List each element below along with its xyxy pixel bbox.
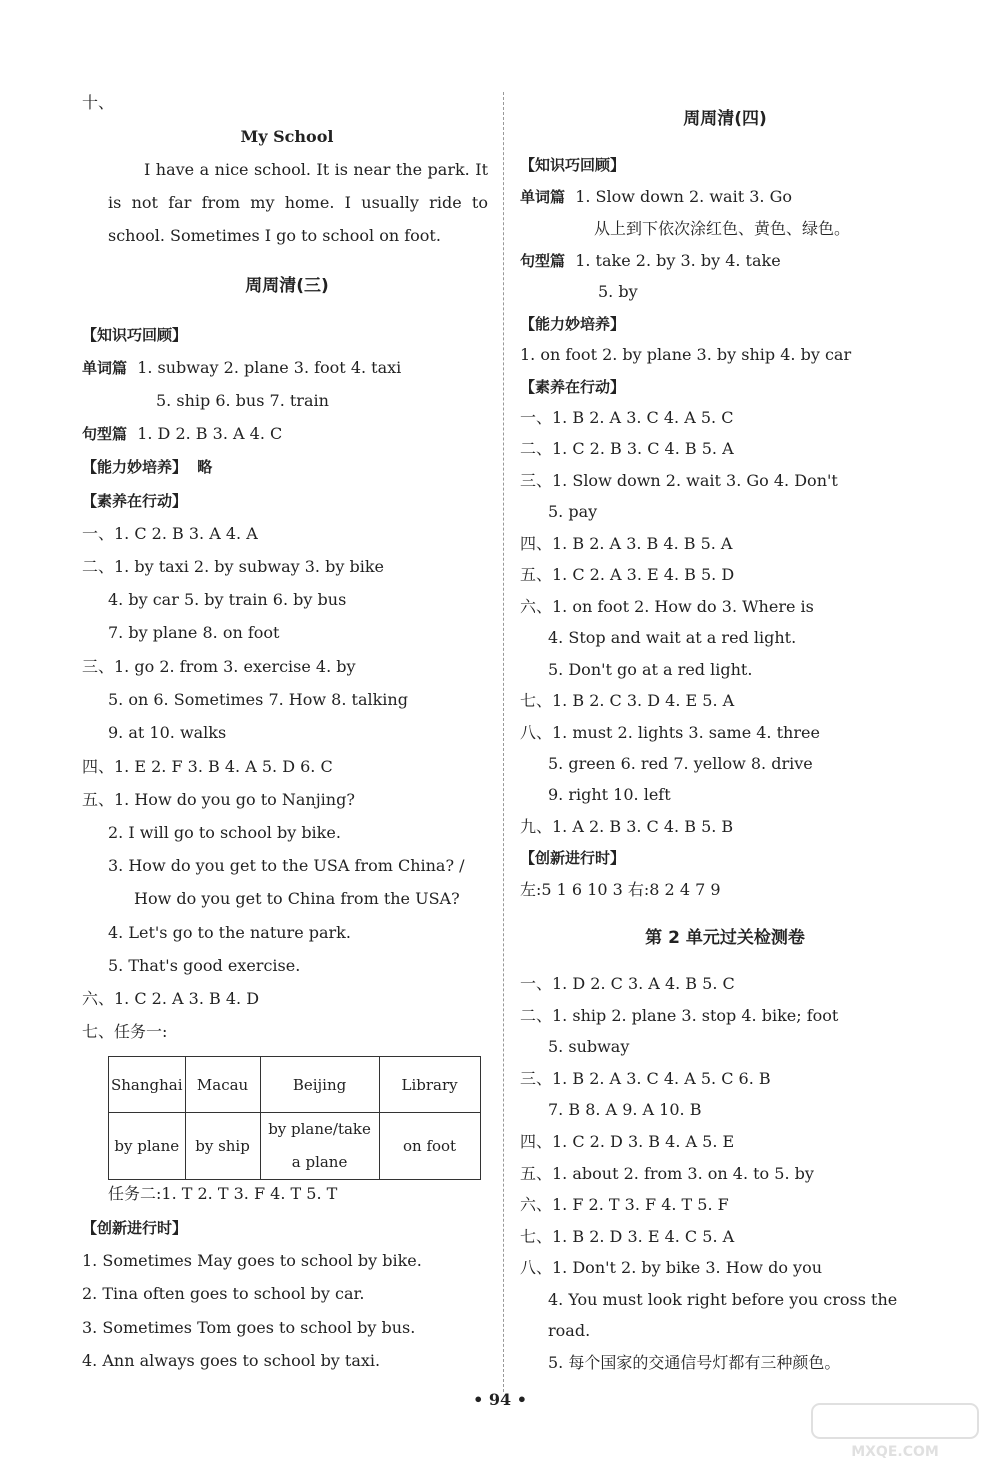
answer-line: 七、任务一:: [82, 1022, 168, 1041]
week4-knowledge-header: 【知识巧回顾】: [520, 156, 626, 174]
answer-line: 六、1. on foot 2. How do 3. Where is: [520, 597, 814, 616]
watermark-logo-graphic: [810, 1400, 980, 1460]
vocab-answers: 1. Slow down 2. wait 3. Go: [575, 187, 792, 206]
table-cell: by ship: [185, 1113, 260, 1180]
week4-vocab-line1: [520, 186, 792, 208]
unit2-title: 第 2 单元过关检测卷: [645, 928, 805, 948]
table-header-row: [109, 1057, 481, 1113]
task2-line: 任务二:1. T 2. T 3. F 4. T 5. T: [108, 1184, 338, 1203]
answer-line: 一、1. C 2. B 3. A 4. A: [82, 524, 258, 543]
table-header-cell: Beijing: [260, 1057, 379, 1113]
answer-line: 5. That's good exercise.: [108, 956, 301, 975]
answer-line: 八、1. must 2. lights 3. same 4. three: [520, 723, 820, 742]
task1-table: [108, 1056, 481, 1180]
answer-line: 5. green 6. red 7. yellow 8. drive: [548, 754, 813, 773]
week3-vocab-line2: 5. ship 6. bus 7. train: [156, 391, 329, 410]
table-cell: by plane/take a plane: [260, 1113, 379, 1180]
answer-line: 3. How do you get to the USA from China? /: [108, 856, 465, 875]
column-divider: [503, 92, 504, 1392]
answer-line: 九、1. A 2. B 3. C 4. B 5. B: [520, 817, 734, 836]
answer-line: 三、1. Slow down 2. wait 3. Go 4. Don't: [520, 471, 838, 490]
answer-line: 1. Sometimes May goes to school by bike.: [82, 1251, 422, 1270]
essay-text: I have a nice school. It is near the park. It is not far from my home. I usually ride to school. Sometimes I go to school on foot.: [108, 160, 488, 245]
answer-line: 五、1. about 2. from 3. on 4. to 5. by: [520, 1164, 814, 1183]
answer-line: 2. I will go to school by bike.: [108, 823, 341, 842]
week4-sentence-line2: 5. by: [598, 282, 638, 301]
table-header-cell: Shanghai: [109, 1057, 186, 1113]
week4-action-header: 【素养在行动】: [520, 378, 626, 396]
answer-line: 八、1. Don't 2. by bike 3. How do you: [520, 1258, 823, 1277]
week4-innovation-header: 【创新进行时】: [520, 849, 626, 867]
table-header-cell: Macau: [185, 1057, 260, 1113]
answer-line: 五、1. How do you go to Nanjing?: [82, 790, 355, 809]
answer-line: 9. right 10. left: [548, 785, 671, 804]
answer-line: 一、1. D 2. C 3. A 4. B 5. C: [520, 974, 735, 993]
ability-header: 【能力妙培养】: [82, 458, 188, 476]
week3-vocab-line1: [82, 357, 401, 379]
answer-line: 七、1. B 2. D 3. E 4. C 5. A: [520, 1227, 735, 1246]
section-ten-label: 十、: [82, 93, 115, 112]
answer-line: 二、1. C 2. B 3. C 4. B 5. A: [520, 439, 734, 458]
week3-sentence-line: [82, 423, 282, 445]
watermark-logo: [810, 1400, 980, 1460]
answer-line: 二、1. ship 2. plane 3. stop 4. bike; foot: [520, 1006, 839, 1025]
week4-vocab-line2: 从上到下依次涂红色、黄色、绿色。: [594, 219, 851, 238]
answer-line: 7. B 8. A 9. A 10. B: [548, 1100, 702, 1119]
answer-line: 5. on 6. Sometimes 7. How 8. talking: [108, 690, 408, 709]
sentence-answers: 1. D 2. B 3. A 4. C: [137, 424, 283, 443]
answer-line: 四、1. E 2. F 3. B 4. A 5. D 6. C: [82, 757, 333, 776]
answer-line: 9. at 10. walks: [108, 723, 227, 742]
vocab-answers: 1. subway 2. plane 3. foot 4. taxi: [137, 358, 402, 377]
week3-innovation-header: 【创新进行时】: [82, 1219, 188, 1237]
answer-line: 三、1. B 2. A 3. C 4. A 5. C 6. B: [520, 1069, 771, 1088]
answer-line: How do you get to China from the USA?: [134, 889, 460, 908]
answer-line: 4. Stop and wait at a red light.: [548, 628, 797, 647]
answer-line: 左:5 1 6 10 3 右:8 2 4 7 9: [520, 880, 721, 899]
vocab-label: 单词篇: [82, 359, 128, 377]
essay-title: My School: [240, 127, 334, 146]
answer-line: 一、1. B 2. A 3. C 4. A 5. C: [520, 408, 734, 427]
week3-ability-line: [82, 456, 212, 478]
week3-knowledge-header: 【知识巧回顾】: [82, 326, 188, 344]
answer-line: 5. Don't go at a red light.: [548, 660, 753, 679]
week4-ability-header: 【能力妙培养】: [520, 315, 626, 333]
answer-line: 五、1. C 2. A 3. E 4. B 5. D: [520, 565, 735, 584]
answer-line: 4. You must look right before you cross the: [548, 1290, 898, 1309]
answer-line: 四、1. B 2. A 3. B 4. B 5. A: [520, 534, 733, 553]
sentence-answers: 1. take 2. by 3. by 4. take: [575, 251, 781, 270]
answer-line: 四、1. C 2. D 3. B 4. A 5. E: [520, 1132, 735, 1151]
answer-line: 六、1. C 2. A 3. B 4. D: [82, 989, 260, 1008]
page-number: • 94 •: [473, 1390, 527, 1409]
answer-line: 5. 每个国家的交通信号灯都有三种颜色。: [548, 1353, 841, 1372]
week4-sentence-line1: [520, 250, 781, 272]
answer-line: 2. Tina often goes to school by car.: [82, 1284, 365, 1303]
table-cell: by plane: [109, 1113, 186, 1180]
answer-line: 三、1. go 2. from 3. exercise 4. by: [82, 657, 356, 676]
answer-line: 3. Sometimes Tom goes to school by bus.: [82, 1318, 416, 1337]
answer-line: 二、1. by taxi 2. by subway 3. by bike: [82, 557, 384, 576]
table-cell: on foot: [379, 1113, 480, 1180]
week3-action-header: 【素养在行动】: [82, 492, 188, 510]
week4-title: 周周清(四): [683, 109, 767, 129]
answer-line: 5. subway: [548, 1037, 630, 1056]
answer-line: 4. by car 5. by train 6. by bus: [108, 590, 347, 609]
week3-title: 周周清(三): [245, 276, 329, 296]
ability-text: 略: [197, 458, 213, 476]
answer-line: 4. Ann always goes to school by taxi.: [82, 1351, 381, 1370]
answer-line: 1. on foot 2. by plane 3. by ship 4. by car: [520, 345, 852, 364]
sentence-label: 句型篇: [82, 425, 128, 443]
answer-line: 4. Let's go to the nature park.: [108, 923, 351, 942]
answer-line: 7. by plane 8. on foot: [108, 623, 280, 642]
table-header-cell: Library: [379, 1057, 480, 1113]
answer-line: 5. pay: [548, 502, 598, 521]
answer-line: 六、1. F 2. T 3. F 4. T 5. F: [520, 1195, 729, 1214]
answer-line: 七、1. B 2. C 3. D 4. E 5. A: [520, 691, 735, 710]
sentence-label: 句型篇: [520, 252, 566, 270]
watermark-text: MXQE.COM: [851, 1444, 939, 1460]
answer-line: road.: [548, 1321, 591, 1340]
vocab-label: 单词篇: [520, 188, 566, 206]
table-row: [109, 1113, 481, 1180]
